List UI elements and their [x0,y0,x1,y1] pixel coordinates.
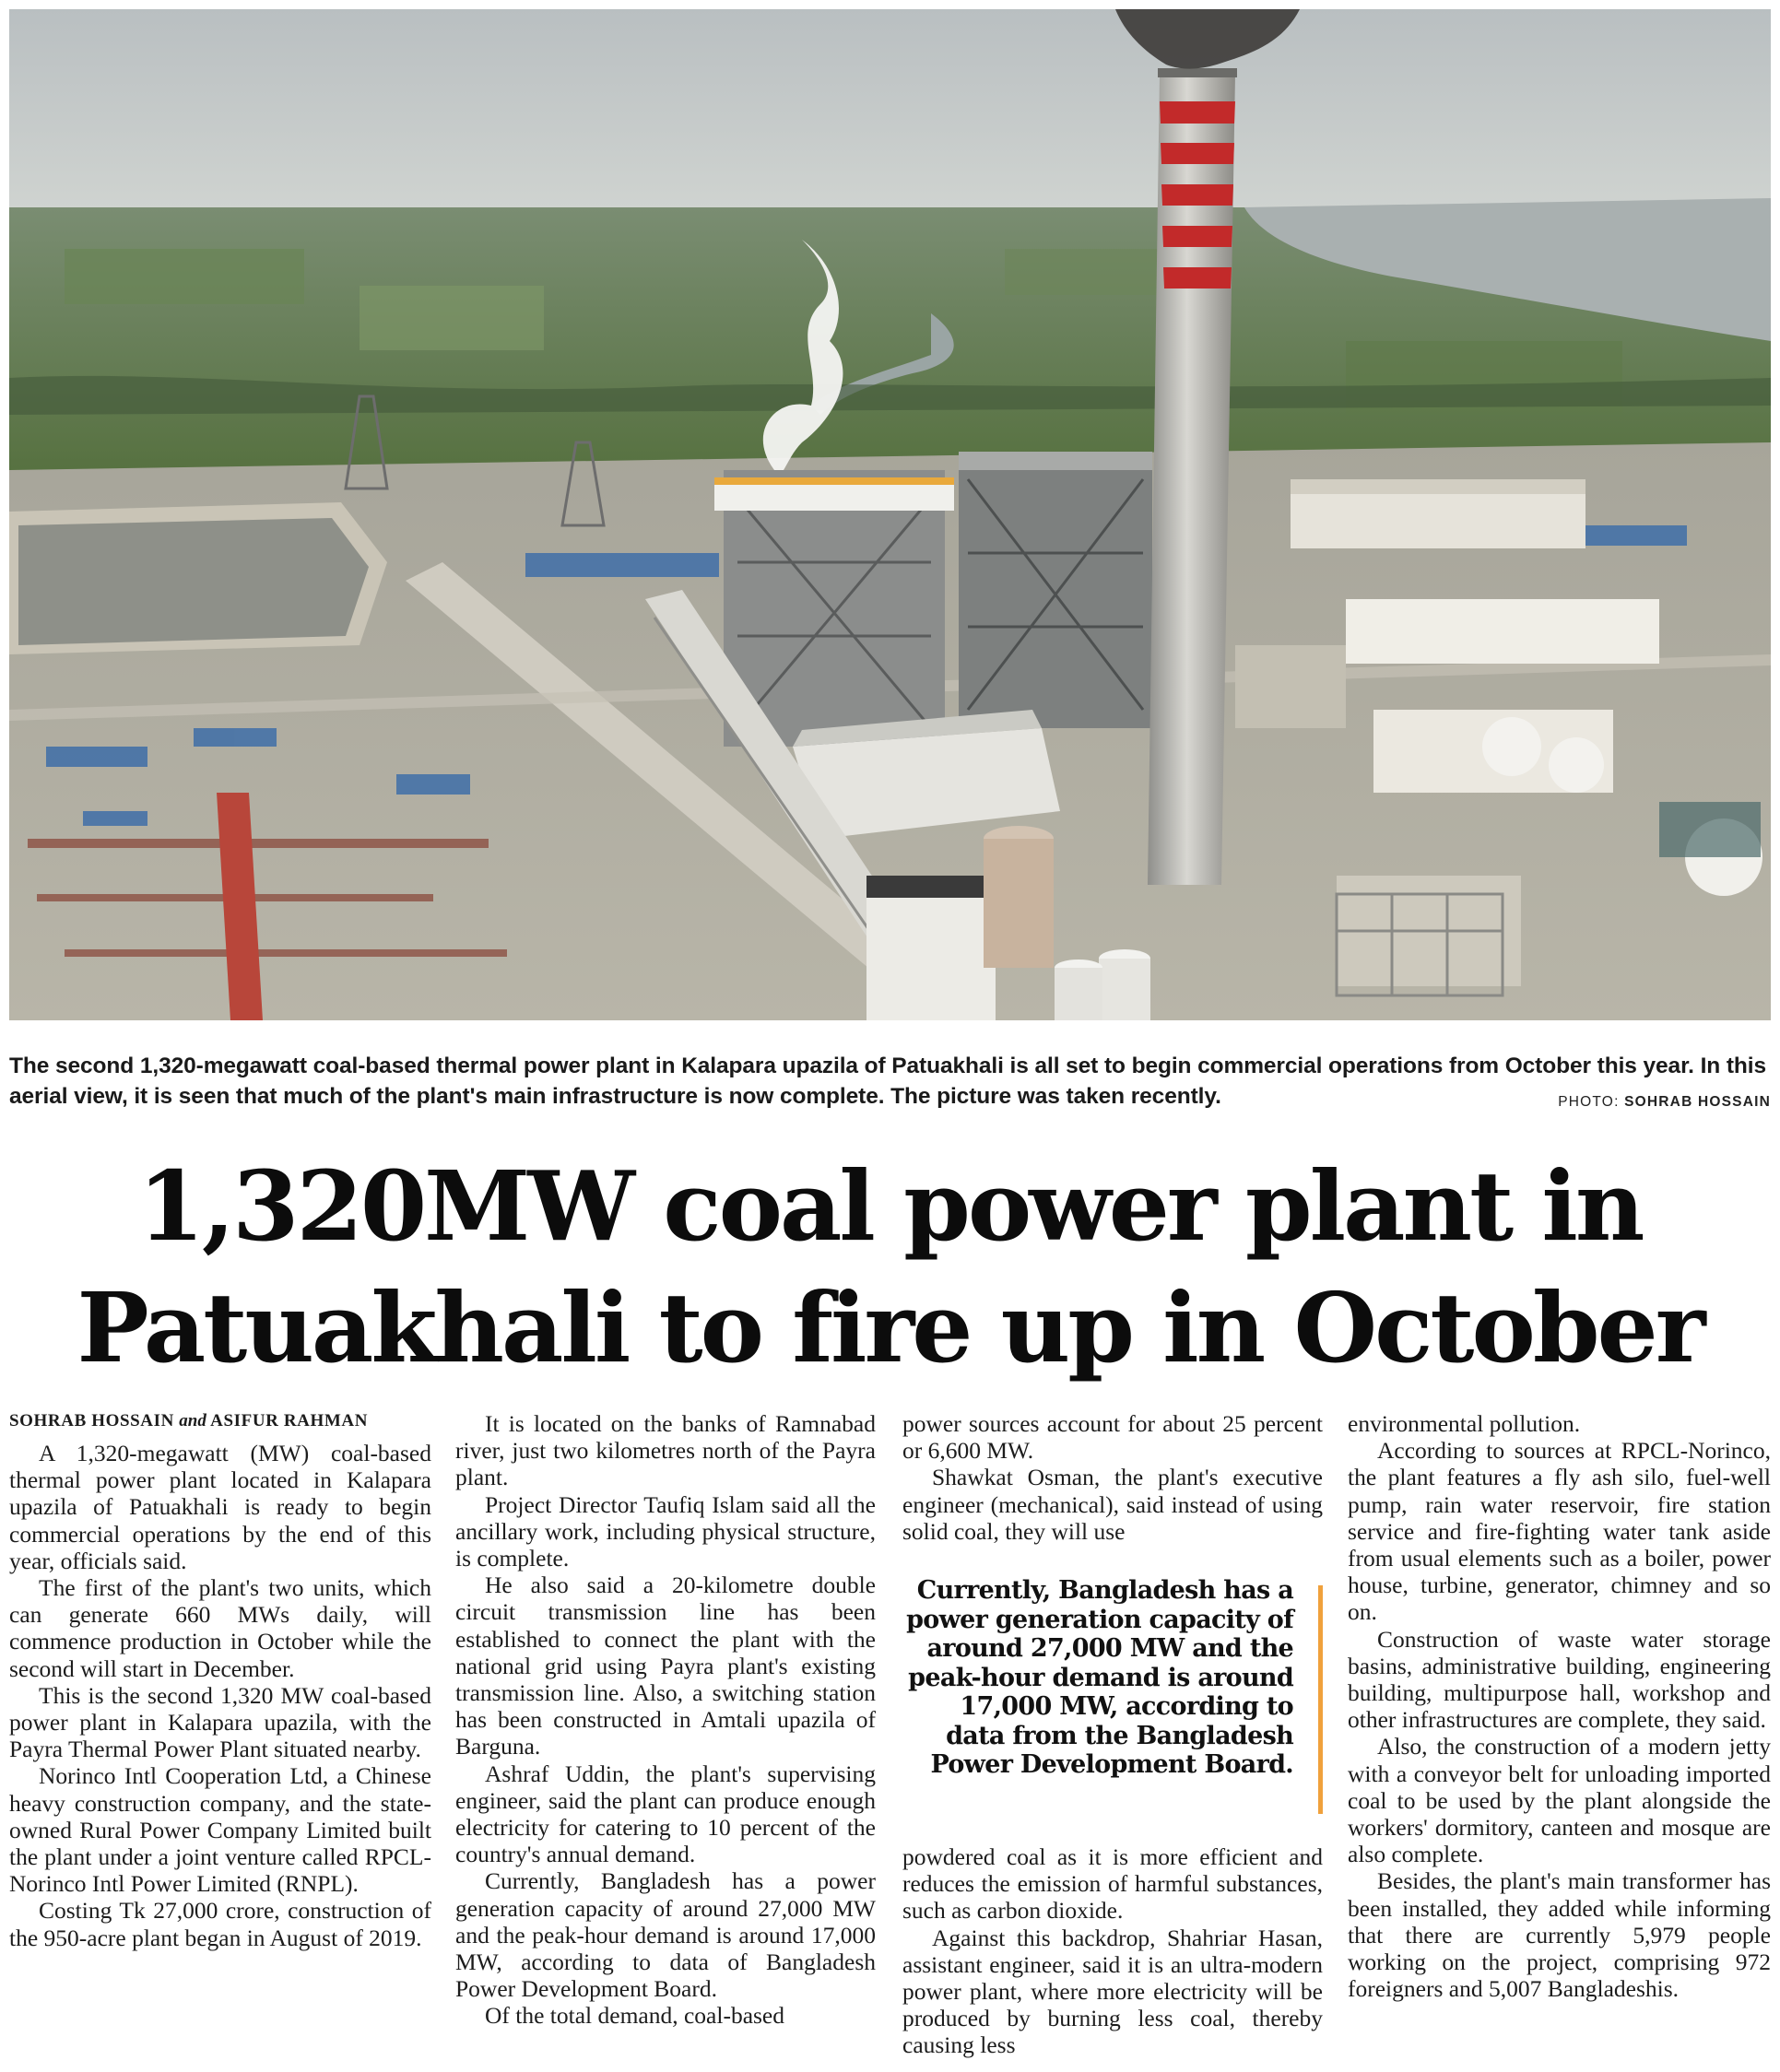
paragraph: power sources account for about 25 percent or 6,600 MW. [902,1410,1323,1465]
paragraph: This is the second 1,320 MW coal-based power plant in Kalapara upazila, with the Payra Thermal Power Plant situated nearby. [9,1681,431,1763]
photo-credit [1558,1094,1771,1111]
paragraph: Ashraf Uddin, the plant's supervising engineer, said the plant can produce enough electricity for catering to 10 percent of the country's annual demand. [455,1760,876,1868]
paragraph: Project Director Taufiq Islam said all the ancillary work, including physical structure, is complete. [455,1490,876,1572]
byline-author-1: SOHRAB HOSSAIN [9,1411,174,1430]
photo-credit-name: SOHRAB HOSSAIN [1624,1094,1771,1110]
pull-quote [902,1576,1323,1825]
paragraph: Shawkat Osman, the plant's executive engineer (mechanical), said instead of using solid coal, they will use [902,1464,1323,1545]
article-column-1 [9,1410,431,1951]
paragraph: According to sources at RPCL-Norinco, the plant features a fly ash silo, fuel-well pump, rain water reservoir, fire station service and fire-fighting water tank aside from usual elements such as a boiler, power house, turbine, generator, chimney and so on. [1348,1437,1771,1626]
headline-line-1: 1,320MW coal power plant in [137,1149,1643,1263]
photo-credit-prefix: PHOTO: [1558,1094,1620,1110]
paragraph: He also said a 20-kilometre double circuit transmission line has been established to connect the plant with the national grid using Payra plant's existing transmission line. Also, a switching station has been constructed in Amtali upazila of Barguna. [455,1572,876,1760]
paragraph: Of the total demand, coal-based [485,2002,785,2030]
paragraph: Costing Tk 27,000 crore, construction of the 950-acre plant began in August of 2019. [9,1897,431,1951]
paragraph: Against this backdrop, Shahriar Hasan, assistant engineer, said it is an ultra-modern power plant, where more electricity will be produced by burning less coal, thereby causing less [902,1924,1323,2059]
aerial-photo [9,9,1771,1020]
paragraph: A 1,320-megawatt (MW) coal-based thermal power plant located in Kalapara upazila of Patuakhali is ready to begin commercial operations by the end of this year, officials said. [9,1440,431,1574]
paragraph: Besides, the plant's main transformer has been installed, they added while informing that there are currently 5,979 people working on the project, comprising 972 foreigners and 5,007 Bangladeshis. [1348,1867,1771,2003]
headline [0,1146,1780,1389]
pull-quote-accent-bar [1318,1585,1323,1814]
byline [9,1410,431,1432]
article-column-3-bottom [902,1843,1323,2059]
paragraph: powdered coal as it is more efficient and reduces the emission of harmful substances, such as carbon dioxide. [902,1843,1323,1925]
photo-caption: The second 1,320-megawatt coal-based thermal power plant in Kalapara upazila of Patuakhali is all set to begin commercial operations from October this year. In this aerial view, it is seen that much of the plant's main infrastructure is now complete. The picture was taken recently. [9,1054,1767,1109]
paragraph: Norinco Intl Cooperation Ltd, a Chinese heavy construction company, and the state-owned Rural Power Company Limited built the plant under a joint venture called RPCL-Norinco Intl Power Limited (RNPL). [9,1762,431,1898]
power-plant-illustration [9,9,1771,1020]
article-column-2 [455,1410,876,2030]
byline-conjunction: and [179,1411,206,1430]
paragraph: The first of the plant's two units, which can generate 660 MWs daily, will commence production in October while the second will start in December. [9,1574,431,1682]
byline-author-2: ASIFUR RAHMAN [210,1411,369,1430]
article-column-4 [1348,1410,1771,2002]
paragraph: Currently, Bangladesh has a power generation capacity of around 27,000 MW and the peak-hour demand is around 17,000 MW, according to data of Bangladesh Power Development Board. [455,1867,876,2003]
paragraph: It is located on the banks of Ramnabad river, just two kilometres north of the Payra plant. [455,1410,876,1491]
paragraph: Construction of waste water storage basins, administrative building, engineering building, multipurpose hall, workshop and other infrastructures are complete, they said. [1348,1625,1771,1734]
headline-line-2: Patuakhali to fire up in October [77,1271,1703,1384]
pull-quote-text: Currently, Bangladesh has a power generation capacity of around 27,000 MW and the peak-hour demand is around 17,000 MW, according to data from the Bangladesh Power Development Board. [906,1576,1293,1779]
paragraph: Also, the construction of a modern jetty with a conveyor belt for unloading imported coal to be used by the plant alongside the workers' dormitory, canteen and mosque are also complete. [1348,1733,1771,1868]
article-column-3-top [902,1410,1323,1545]
paragraph: environmental pollution. [1348,1410,1581,1437]
